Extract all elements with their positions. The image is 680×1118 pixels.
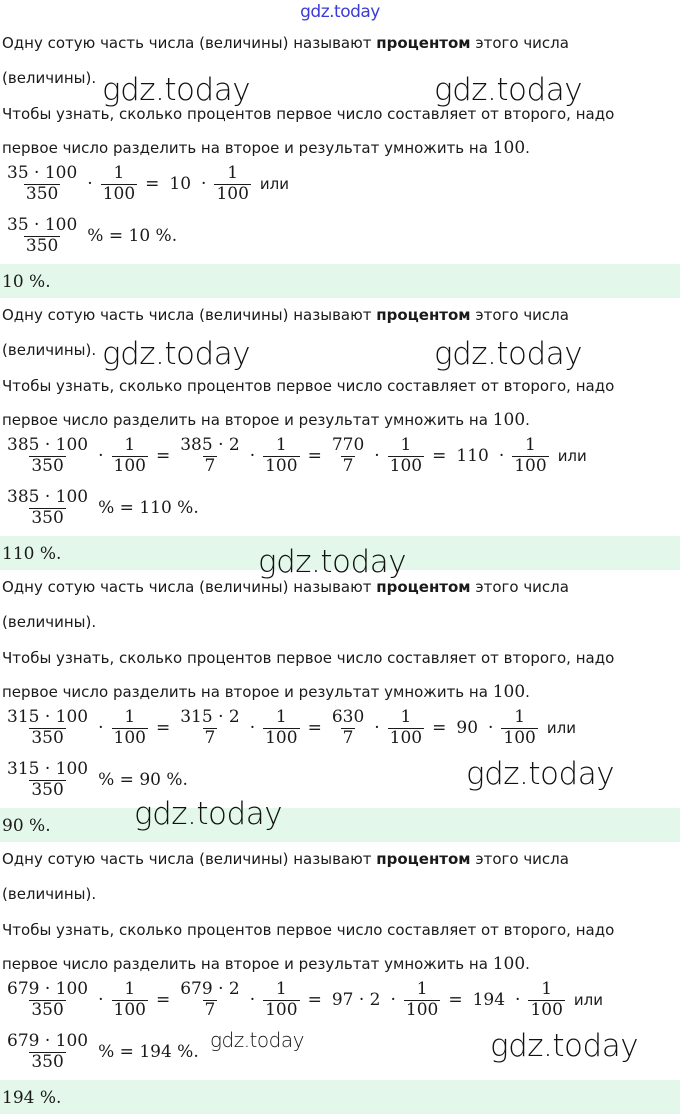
rule-line <box>2 138 530 158</box>
operator: · <box>87 174 93 195</box>
operator: · <box>374 446 380 467</box>
denominator: 100 <box>113 999 146 1020</box>
denominator: 7 <box>342 455 354 476</box>
numerator: 315 · 2 <box>180 707 240 727</box>
percent-line <box>2 1032 204 1072</box>
denominator: 7 <box>204 455 216 476</box>
rule-line <box>2 410 530 430</box>
definition-term: процентом <box>376 306 471 324</box>
top-watermark: gdz.today <box>300 2 380 22</box>
fraction <box>112 708 148 748</box>
rule-line <box>2 649 614 667</box>
numerator: 315 · 100 <box>7 707 89 727</box>
rule-number: 100 <box>492 682 526 702</box>
watermark: gdz.today <box>210 1028 304 1052</box>
definition-text: этого числа <box>470 306 569 324</box>
conjunction-text: или <box>546 719 576 738</box>
conjunction-text: или <box>557 447 587 466</box>
denominator: 100 <box>389 727 423 748</box>
fraction <box>388 436 424 476</box>
watermark: gdz.today <box>102 72 251 108</box>
rule-text: Чтобы узнать, сколько процентов первое число составляет от второго, надо <box>2 377 615 395</box>
definition-term: процентом <box>376 578 471 596</box>
numerator: 1 <box>275 435 287 455</box>
operator: · <box>515 990 521 1011</box>
rule-number: 100 <box>492 410 526 430</box>
percent-result: % = 10 %. <box>87 226 178 247</box>
rule-text: первое число разделить на второе и результат умножить на <box>2 955 493 973</box>
numerator: 1 <box>124 707 136 727</box>
fraction <box>263 436 299 476</box>
denominator: 7 <box>342 727 354 748</box>
operator: = <box>145 174 160 195</box>
denominator: 100 <box>113 727 146 748</box>
definition-text: Одну сотую часть числа (величины) называют <box>2 850 377 868</box>
fraction <box>404 980 440 1020</box>
fraction <box>5 488 90 528</box>
definition-term: процентом <box>376 34 471 52</box>
numerator: 1 <box>275 979 287 999</box>
numerator: 679 · 100 <box>7 1031 89 1051</box>
numerator: 1 <box>227 163 239 183</box>
denominator: 100 <box>405 999 439 1020</box>
rule-line <box>2 377 614 395</box>
operator: · <box>98 446 104 467</box>
numerator: 1 <box>525 435 536 455</box>
percent-result: % = 90 %. <box>98 770 188 791</box>
fraction <box>5 1032 90 1072</box>
answer-value: 10 %. <box>2 272 51 292</box>
percent-result: % = 194 %. <box>98 1042 199 1063</box>
term: 194 <box>472 990 506 1011</box>
definition-text: (величины). <box>2 885 97 903</box>
fraction <box>112 980 148 1020</box>
fraction <box>263 980 299 1020</box>
operator: = <box>432 446 447 467</box>
answer-band <box>0 808 680 842</box>
denominator: 350 <box>31 455 64 476</box>
fraction <box>330 708 366 748</box>
fraction <box>214 164 250 204</box>
calculation-line <box>2 980 603 1020</box>
operator: = <box>307 446 322 467</box>
denominator: 350 <box>25 183 59 204</box>
denominator: 100 <box>389 455 423 476</box>
solution-block <box>0 30 680 302</box>
answer-value: 110 %. <box>2 544 62 564</box>
fraction <box>501 708 537 748</box>
operator: = <box>155 446 171 467</box>
fraction <box>5 980 90 1020</box>
definition-line <box>2 341 96 359</box>
calculation-line <box>2 436 587 476</box>
definition-text: этого числа <box>470 578 569 596</box>
denominator: 350 <box>31 1051 64 1072</box>
percent-line <box>2 488 204 528</box>
term: 10 <box>169 174 192 195</box>
denominator: 100 <box>102 183 136 204</box>
numerator: 1 <box>400 707 412 727</box>
rule-number: 100 <box>492 954 526 974</box>
watermark: gdz.today <box>434 336 583 372</box>
answer-value: 90 %. <box>2 816 51 836</box>
fraction <box>5 708 90 748</box>
numerator: 630 <box>331 707 365 727</box>
operator: · <box>390 990 396 1011</box>
term: 90 <box>456 718 479 739</box>
definition-line <box>2 578 569 596</box>
operator: · <box>249 990 256 1011</box>
definition-line <box>2 34 569 52</box>
rule-text: . <box>525 139 530 157</box>
watermark: gdz.today <box>490 1028 639 1064</box>
fraction <box>5 436 90 476</box>
numerator: 35 · 100 <box>7 163 78 183</box>
definition-term: процентом <box>376 850 471 868</box>
operator: · <box>249 446 256 467</box>
numerator: 1 <box>400 435 412 455</box>
numerator: 315 · 100 <box>7 759 89 779</box>
term: 110 <box>456 446 489 467</box>
numerator: 679 · 2 <box>180 979 240 999</box>
rule-text: первое число разделить на второе и результат умножить на <box>2 411 493 429</box>
numerator: 770 <box>331 435 365 455</box>
denominator: 350 <box>31 779 64 800</box>
denominator: 7 <box>204 727 216 748</box>
denominator: 100 <box>113 455 146 476</box>
operator: = <box>432 718 447 739</box>
fraction <box>512 436 548 476</box>
rule-line <box>2 921 614 939</box>
definition-text: (величины). <box>2 613 97 631</box>
fraction <box>5 216 79 256</box>
numerator: 1 <box>514 707 526 727</box>
numerator: 1 <box>124 979 136 999</box>
term: 97 · 2 <box>331 990 381 1011</box>
rule-line <box>2 954 530 974</box>
denominator: 7 <box>204 999 216 1020</box>
operator: = <box>155 990 171 1011</box>
watermark: gdz.today <box>434 72 583 108</box>
calculation-line <box>2 164 289 204</box>
denominator: 100 <box>514 455 547 476</box>
definition-text: (величины). <box>2 69 97 87</box>
fraction <box>263 708 299 748</box>
operator: · <box>201 174 207 195</box>
numerator: 35 · 100 <box>7 215 78 235</box>
operator: = <box>307 718 322 739</box>
denominator: 350 <box>25 235 59 256</box>
rule-text: . <box>525 683 530 701</box>
operator: = <box>307 990 322 1011</box>
definition-text: Одну сотую часть числа (величины) называют <box>2 306 377 324</box>
definition-line <box>2 850 569 868</box>
operator: · <box>249 718 256 739</box>
operator: · <box>98 718 104 739</box>
fraction <box>5 164 79 204</box>
answer-band <box>0 1080 680 1114</box>
rule-text: Чтобы узнать, сколько процентов первое число составляет от второго, надо <box>2 649 615 667</box>
fraction <box>101 164 137 204</box>
denominator: 100 <box>530 999 563 1020</box>
watermark: gdz.today <box>258 544 407 580</box>
fraction <box>388 708 424 748</box>
numerator: 1 <box>124 435 136 455</box>
numerator: 1 <box>416 979 428 999</box>
denominator: 350 <box>31 999 64 1020</box>
percent-result: % = 110 %. <box>98 498 199 519</box>
percent-line <box>2 216 182 256</box>
rule-text: . <box>525 411 530 429</box>
denominator: 350 <box>31 507 64 528</box>
conjunction-text: или <box>259 175 289 194</box>
rule-number: 100 <box>492 138 526 158</box>
denominator: 100 <box>265 727 298 748</box>
rule-text: первое число разделить на второе и результат умножить на <box>2 139 493 157</box>
numerator: 385 · 2 <box>180 435 240 455</box>
numerator: 1 <box>541 979 553 999</box>
fraction <box>178 980 241 1020</box>
operator: · <box>98 990 104 1011</box>
operator: · <box>498 446 505 467</box>
solution-block <box>0 574 680 846</box>
rule-line <box>2 682 530 702</box>
percent-line <box>2 760 193 800</box>
definition-text: этого числа <box>470 850 569 868</box>
watermark: gdz.today <box>102 336 251 372</box>
solution-block <box>0 846 680 1118</box>
fraction <box>330 436 366 476</box>
definition-line <box>2 613 96 631</box>
definition-line <box>2 306 569 324</box>
watermark: gdz.today <box>466 756 615 792</box>
fraction <box>5 760 90 800</box>
definition-line <box>2 885 96 903</box>
operator: · <box>374 718 380 739</box>
numerator: 385 · 100 <box>7 435 89 455</box>
denominator: 100 <box>216 183 249 204</box>
definition-text: Одну сотую часть числа (величины) называют <box>2 578 377 596</box>
numerator: 385 · 100 <box>7 487 89 507</box>
definition-text: этого числа <box>470 34 569 52</box>
denominator: 100 <box>265 455 298 476</box>
definition-text: (величины). <box>2 341 97 359</box>
numerator: 679 · 100 <box>7 979 89 999</box>
definition-text: Одну сотую часть числа (величины) называют <box>2 34 377 52</box>
numerator: 1 <box>275 707 287 727</box>
numerator: 1 <box>113 163 125 183</box>
denominator: 100 <box>503 727 536 748</box>
conjunction-text: или <box>573 991 603 1010</box>
rule-text: . <box>525 955 530 973</box>
denominator: 350 <box>31 727 64 748</box>
denominator: 100 <box>265 999 298 1020</box>
fraction <box>178 708 241 748</box>
rule-text: Чтобы узнать, сколько процентов первое число составляет от второго, надо <box>2 105 615 123</box>
fraction <box>112 436 148 476</box>
fraction <box>178 436 241 476</box>
answer-band <box>0 264 680 298</box>
rule-text: первое число разделить на второе и результат умножить на <box>2 683 493 701</box>
rule-text: Чтобы узнать, сколько процентов первое число составляет от второго, надо <box>2 921 615 939</box>
definition-line <box>2 69 96 87</box>
fraction <box>528 980 564 1020</box>
watermark: gdz.today <box>134 796 283 832</box>
answer-value: 194 %. <box>2 1088 62 1108</box>
calculation-line <box>2 708 576 748</box>
operator: = <box>448 990 463 1011</box>
operator: = <box>155 718 171 739</box>
operator: · <box>488 718 494 739</box>
